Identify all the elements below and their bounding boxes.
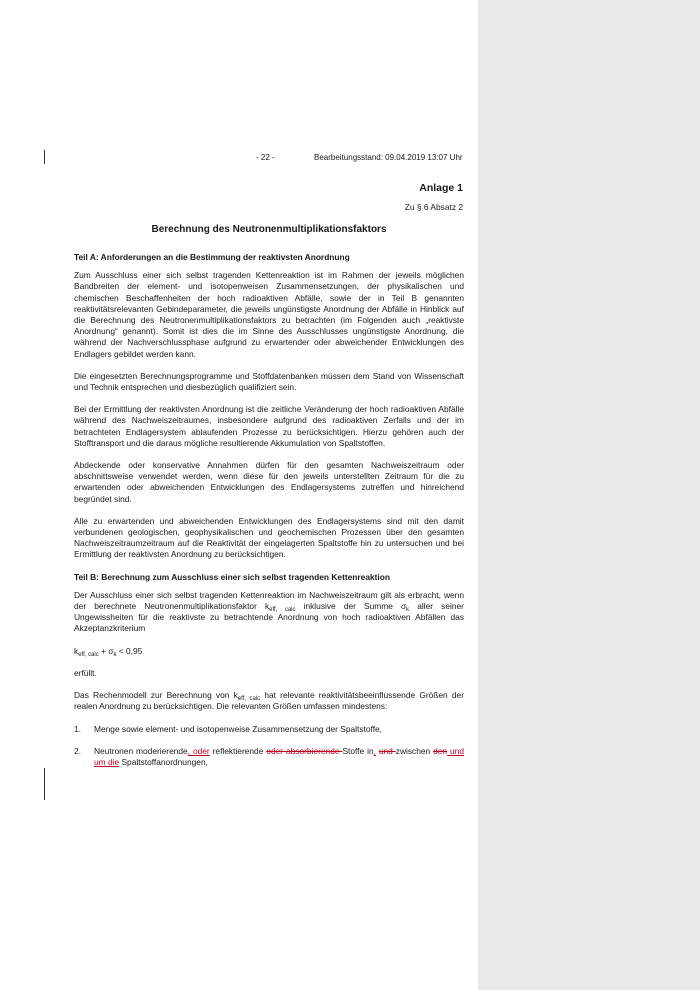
list-item: 1. Menge sowie element- und isotopenweise Zusammensetzung der Spaltstoffe, [74,723,383,734]
relevant-quantities-list [74,724,464,769]
teil-a-paragraph-5: Alle zu erwartenden und abweichenden Entwicklungen des Endlagersystems sind mit den damit verbundenen geologischen, geophysikalischen und geochemischen Prozessen über den gesamten Nachweiszeitraumzeitraum auf die Reaktivität der eingelagerten Spaltstoffe hin zu untersuchen und bei Ermittlung der reaktivsten Anordnung zu berücksichtigen. [74,515,464,560]
insertion-mark: , [373,745,376,756]
teil-a-paragraph-1: Zum Ausschluss einer sich selbst tragenden Kettenreaktion ist im Rahmen der jeweils möglichen Bandbreiten der element- und isotopenweisen Zusammensetzungen, der physikalischen und chemischen Beschaffenheiten der hoch radioaktiven Abfälle, sowie der in Teil B genannten reaktivitätsrelevanten Gebindeparameter, die jeweils ungünstigste Anordnung der Abfälle in Hinblick auf die Berechnung des Neutronenmultiplikationsfaktors zu betrachten (im Folgenden auch „reaktivste Anordnung“ genannt). Somit ist dies die im Sinne des Ausschlusses ungünstigste Anordnung, die während der Nachverschlussphase aufgrund zu erwartender oder abweichender Entwicklungen des Endlagers gebildet werden kann. [74,270,464,359]
anlage-label: Anlage 1 [419,182,463,194]
page-number: - 22 - [256,153,275,162]
teil-b-paragraph-3: Das Rechenmodell zur Berechnung von $k_{eff, calc}$ hat relevante reaktivitätsbeeinflussende Größen der realen Anordnung zu berücksichtigen. Die relevanten Größen umfassen mindestens: [74,690,464,712]
teil-b-heading: Teil B: Berechnung zum Ausschluss einer sich selbst tragenden Kettenreaktion [74,571,390,582]
teil-a-paragraph-2: Die eingesetzten Berechnungsprogramme und Stoffdatenbanken müssen dem Stand von Wissenschaft und Technik entsprechen und diesbezüglich qualifiziert sein. [74,370,464,393]
document-title: Berechnung des Neutronenmultiplikationsfaktors [151,224,387,235]
teil-a-paragraph-3: Bei der Ermittlung der reaktivsten Anordnung ist die zeitliche Veränderung der hoch radioaktiven Abfälle während des Nachweiszeitraumes, insbesondere aufgrund des radioaktiven Zerfalls und der im betrachteten Endlagersystem ablaufenden Prozesse zu berücksichtigen. Hierzu gehören auch der Stofftransport und die daraus mögliche resultierende Akkumulation von Spaltstoffen. [74,404,464,448]
change-bar-item2 [44,768,45,800]
deletion-mark: den [433,745,448,756]
teil-a-heading: Teil A: Anforderungen an die Bestimmung der reaktivsten Anordnung [74,252,350,262]
teil-a-paragraph-4: Abdeckende oder konservative Annahmen dürfen für den gesamten Nachweiszeitraum oder abschnittsweise verwendet werden, wenn diese für den jeweils unterstellten Zeitraum für die zu erwartenden oder abweichenden Entwicklungen des Endlagersystems zutreffen und hinreichend begründet sind. [74,460,464,504]
change-bar-top [44,150,45,164]
paragraph-reference: Zu § 6 Absatz 2 [404,202,463,212]
deletion-mark: oder absorbierende [266,745,343,756]
deletion-mark: und [378,745,396,756]
document-body [74,252,464,779]
comment-pane [478,0,700,990]
edit-status: Bearbeitungsstand: 09.04.2019 13:07 Uhr [314,153,463,162]
teil-b-paragraph-1: Der Ausschluss einer sich selbst tragenden Kettenreaktion im Nachweiszeitraum gilt als erbracht, wenn der berechnete Neutronenmultiplikationsfaktor $k_{eff, calc}$ inklusive der Summe $\sigma_k$ aller seiner Ungewissheiten für die reaktivste zu betrachtende Anordnung von hoch radioaktiven Abfällen das Akzeptanzkriterium [74,589,464,634]
list-item: 2. Neutronen moderierende, oder reflektierende oder absorbierende Stoffe in, und zwischen den und um die Spaltstoffanordnungen, [74,745,464,767]
insertion-mark: , oder [187,745,210,756]
teil-b-paragraph-2: erfüllt. [74,667,97,678]
acceptance-formula: $k_{eff, calc} + \sigma_k < 0,95$ [74,645,143,658]
insertion-mark: und um die [94,745,464,767]
